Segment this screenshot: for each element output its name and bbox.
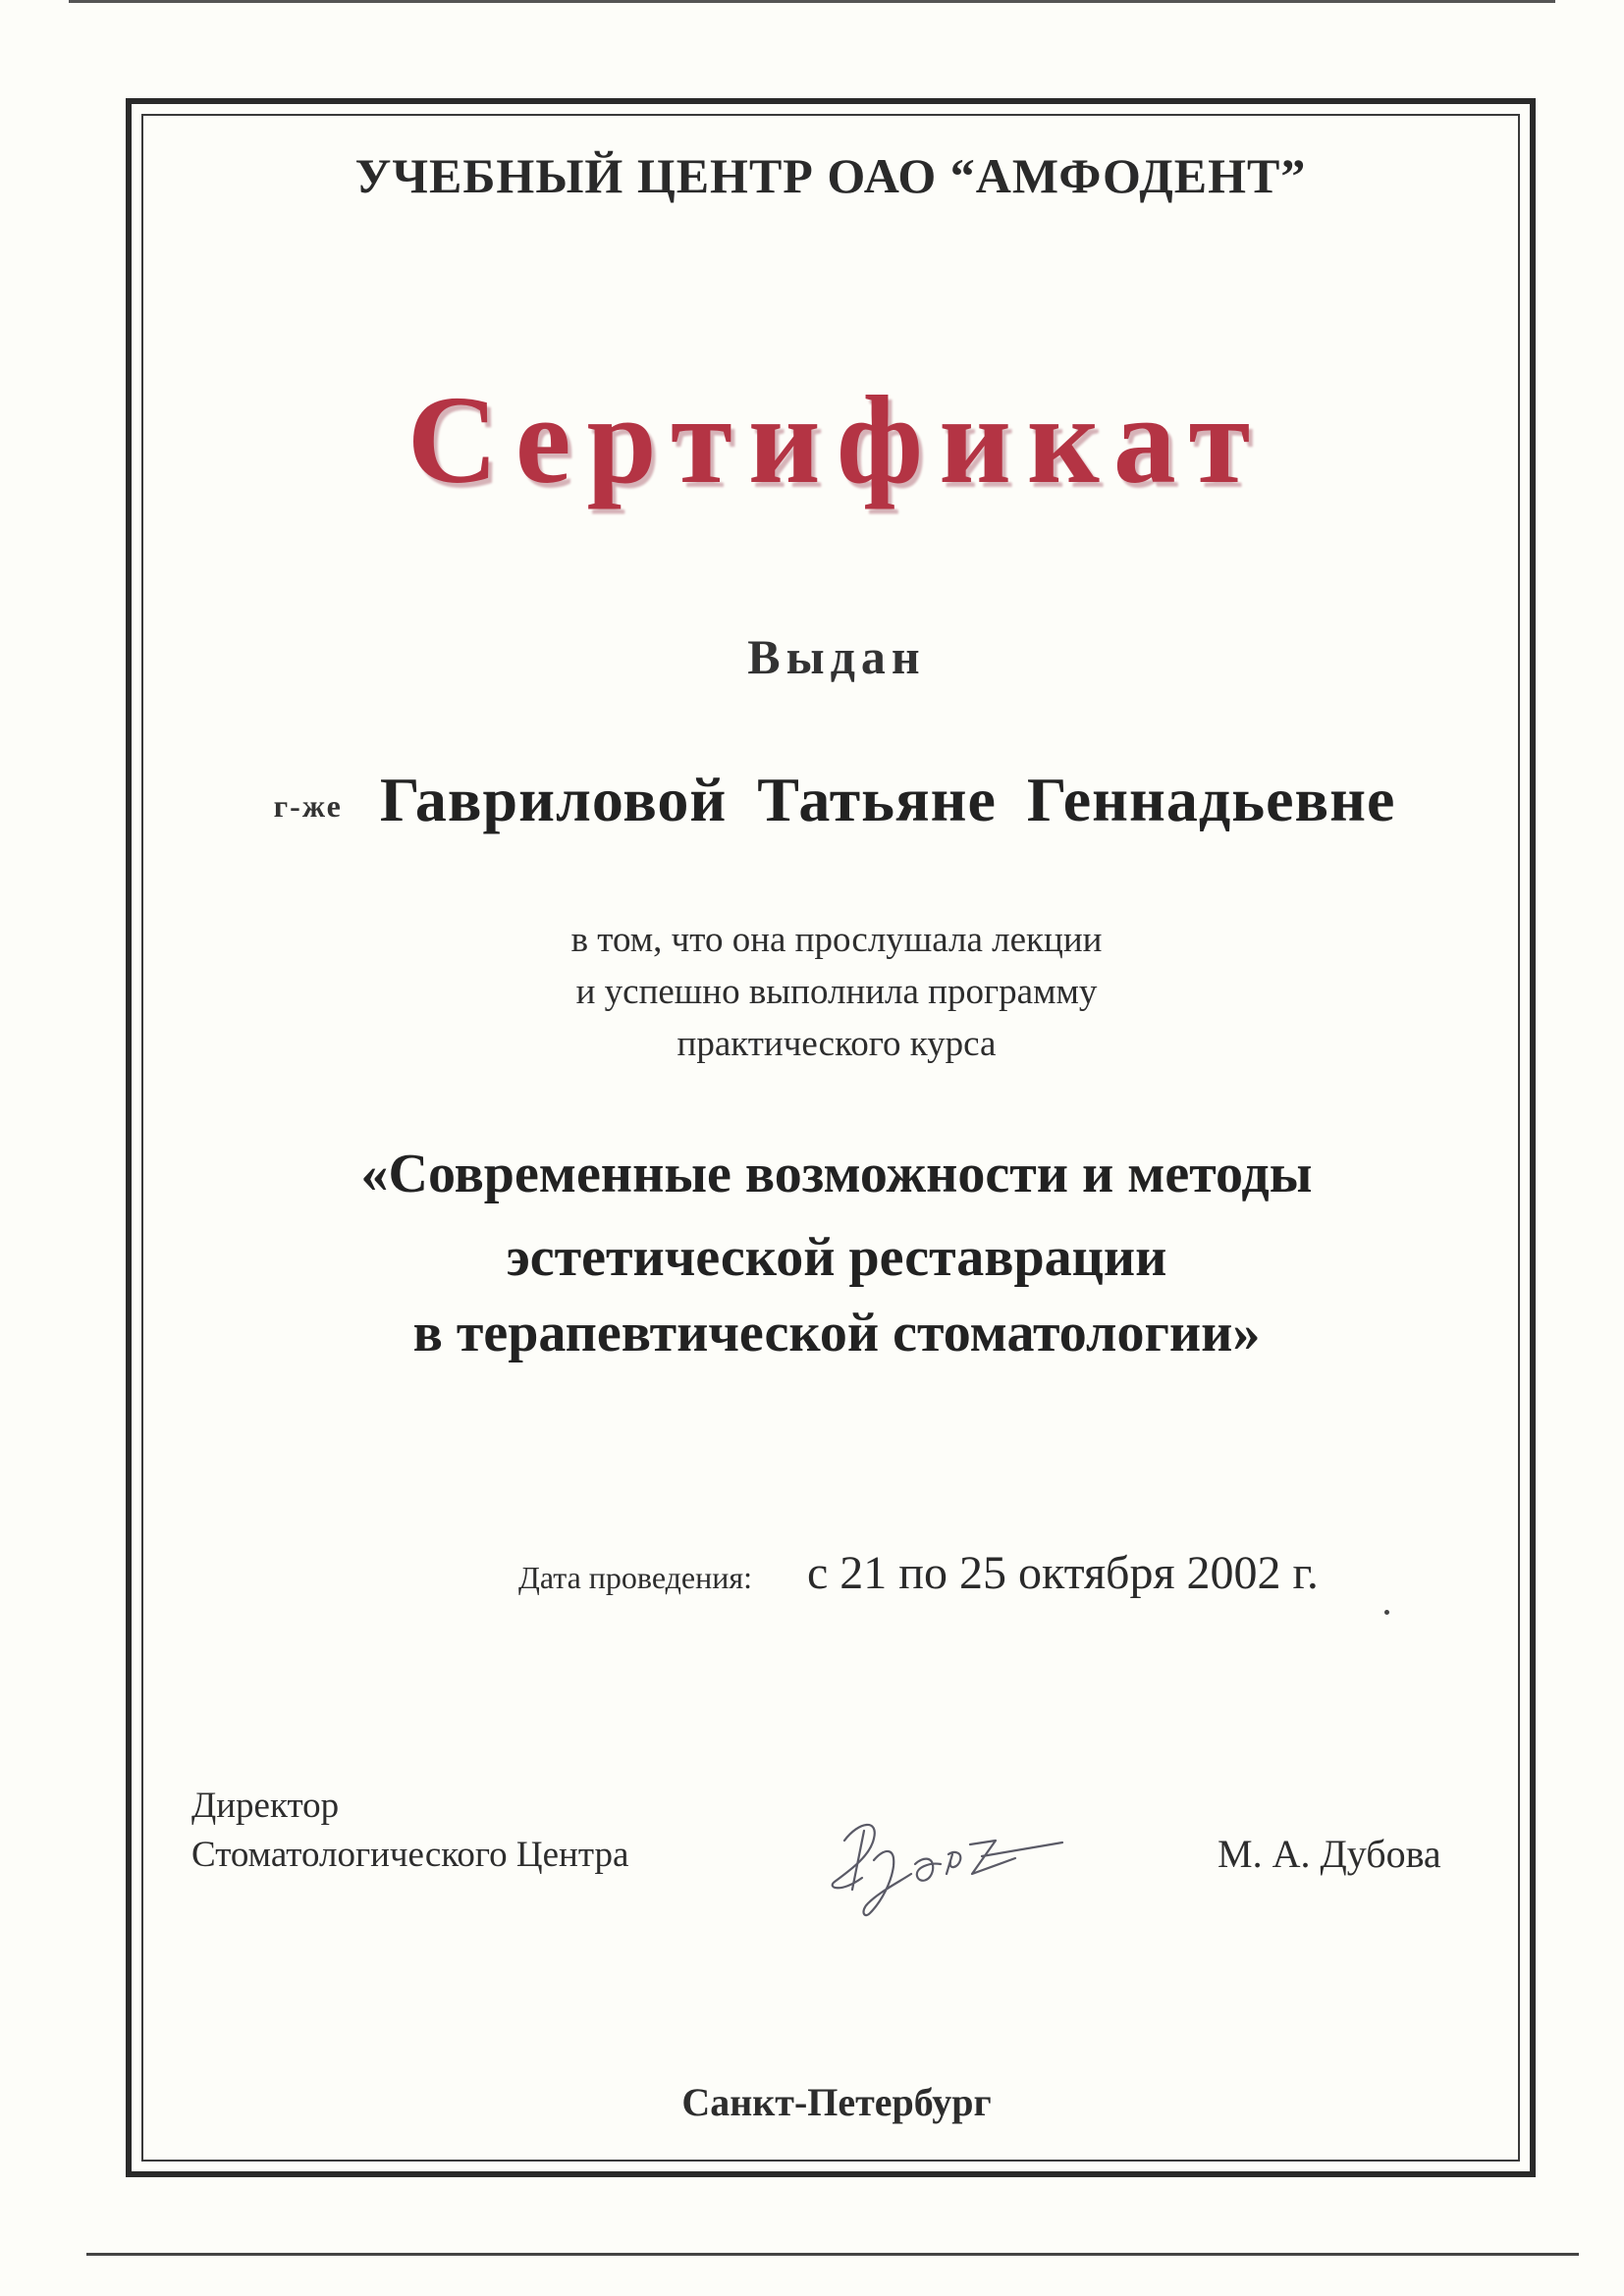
date-label: Дата проведения: (518, 1560, 752, 1595)
signatory-title-line: Директор (191, 1786, 340, 1826)
body-line: в том, что она прослушала лекции (570, 920, 1103, 960)
course-title-line: «Современные возможности и методы (360, 1144, 1313, 1204)
course-title-line: эстетической реставрации (506, 1227, 1167, 1288)
city-name: Санкт-Петербург (681, 2080, 992, 2124)
body-line: практического курса (677, 1024, 997, 1064)
scan-bottom-edge (86, 2253, 1579, 2256)
organization-name: УЧЕБНЫЙ ЦЕНТР ОАО “АМФОДЕНТ” (354, 148, 1307, 203)
event-date-row (518, 1546, 1319, 1600)
issued-label: Выдан (747, 629, 926, 684)
honorific: г-же (273, 788, 343, 824)
body-line: и успешно выполнила программу (575, 972, 1098, 1012)
certificate-title: Сертификат (406, 370, 1267, 509)
signatory-title-line: Стоматологического Центра (191, 1835, 629, 1875)
date-value: с 21 по 25 октября 2002 г. (806, 1547, 1319, 1599)
recipient-name: Гавриловой Татьяне Геннадьевне (379, 765, 1396, 834)
scan-speck (1384, 1610, 1389, 1615)
handwritten-signature (805, 1791, 1100, 1939)
recipient-line (196, 764, 1473, 836)
course-title-line: в терапевтической стоматологии» (412, 1303, 1261, 1363)
signatory-name: М. А. Дубова (1218, 1832, 1441, 1876)
scan-top-edge (69, 0, 1555, 3)
